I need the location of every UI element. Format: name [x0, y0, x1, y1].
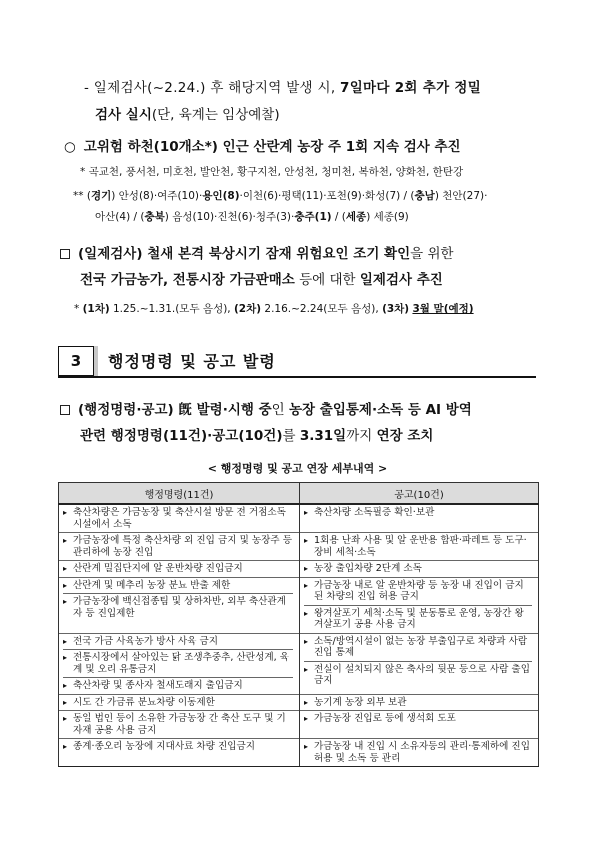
section-number: 3 [58, 346, 94, 376]
notice-item: ▸ 1회용 난좌 사용 및 알 운반용 합판·파레트 등 도구·장비 세척·소독 [304, 533, 532, 560]
order-cell [59, 504, 300, 533]
followup-inspection-line-1: - 일제검사(~2.24.) 후 해당지역 발생 시, 7일마다 2회 추가 정밀 [84, 80, 482, 96]
table-row [59, 561, 539, 578]
table-row [59, 577, 539, 633]
table-caption: < 행정명령 및 공고 연장 세부내역 > [207, 462, 388, 475]
section-number-shadow [94, 346, 98, 376]
notice-item: ▸ 농기계 농장 외부 보관 [304, 695, 532, 711]
notice-cell [300, 694, 539, 711]
notice-item: ▸ 축산차량 소독필증 확인·보관 [304, 505, 532, 521]
square-bullet-icon [60, 249, 70, 259]
river-list-note: * 곡교천, 풍서천, 미호천, 발안천, 황구지천, 안성천, 청미천, 복하천, 양화천, 한탄강 [80, 166, 464, 178]
notice-cell [300, 633, 539, 694]
order-item: ▸ 가금농장에 특정 축산차량 외 진입 금지 및 농장주 등 관리하에 농장 진입 [63, 533, 293, 560]
high-risk-river-line: ○ 고위험 하천(10개소*) 인근 산란계 농장 주 1회 지속 검사 추진 [64, 139, 461, 155]
section-title: 행정명령 및 공고 발령 [108, 352, 276, 371]
table-header-orders: 행정명령(11건) [59, 483, 300, 505]
notice-item: ▸ 농장 출입차량 2단계 소독 [304, 561, 532, 577]
order-notice-table [58, 482, 539, 767]
table-row [59, 694, 539, 711]
table-row [59, 633, 539, 694]
notice-item: ▸ 가금농장 내로 알 운반차량 등 농장 내 진입이 금지된 차량의 진입 허용 금지 [304, 578, 532, 606]
inspection-line-1: (일제검사) 철새 본격 북상시기 잠재 위험요인 조기 확인을 위한 [60, 242, 454, 262]
table-header-notices: 공고(10건) [300, 483, 539, 505]
notice-item: ▸ 전실이 설치되지 않은 축사의 뒷문 등으로 사람 출입 금지 [304, 662, 532, 689]
notice-item: ▸ 가금농장 진입로 등에 생석회 도포 [304, 711, 532, 727]
order-cell [59, 694, 300, 711]
order-cell [59, 739, 300, 767]
inspection-rounds-note: * (1차) 1.25.~1.31.(모두 음성), (2차) 2.16.~2.24(모두 음성), (3차) 3월 말(예정) [74, 303, 474, 315]
order-item: ▸ 축산차량 및 종사자 철새도래지 출입금지 [63, 678, 293, 694]
notice-cell [300, 711, 539, 739]
order-cell [59, 533, 300, 561]
notice-item: ▸ 가금농장 내 진입 시 소유자등의 관리·통제하에 진입 허용 및 소독 등 관리 [304, 739, 532, 766]
square-bullet-icon [60, 405, 70, 415]
order-item: ▸ 가금농장에 백신접종팀 및 상하차반, 외부 축산관계자 등 진입제한 [63, 594, 293, 621]
order-cell [59, 577, 300, 633]
order-cell [59, 633, 300, 694]
notice-cell [300, 533, 539, 561]
order-cell [59, 561, 300, 578]
order-item: ▸ 시도 간 가금류 분뇨차량 이동제한 [63, 695, 293, 711]
notice-cell [300, 577, 539, 633]
order-item: ▸ 동일 법인 등이 소유한 가금농장 간 축산 도구 및 기자재 공용 사용 금지 [63, 711, 293, 738]
order-item: ▸ 산란계 및 메추리 농장 분뇨 반출 제한 [63, 578, 293, 595]
notice-item: ▸ 소독/방역시설이 없는 농장 부출입구로 차량과 사람 진입 통제 [304, 634, 532, 662]
extension-line-2: 관련 행정명령(11건)·공고(10건)를 3.31일까지 연장 조치 [80, 428, 434, 444]
order-item: ▸ 전국 가금 사육농가 방사 사육 금지 [63, 634, 293, 651]
table-header-row [59, 483, 539, 505]
followup-inspection-line-2: 검사 실시(단, 육계는 임상예찰) [95, 107, 280, 123]
order-cell [59, 711, 300, 739]
notice-item: ▸ 왕겨살포기 세척·소독 및 분동통로 운영, 농장간 왕겨살포기 공용 사용 금지 [304, 606, 532, 633]
extension-line-1: (행정명령·공고) 旣 발령·시행 중인 농장 출입통제·소독 등 AI 방역 [60, 398, 472, 418]
order-item: ▸ 축산차량은 가금농장 및 축산시설 방문 전 거점소독시설에서 소독 [63, 505, 293, 532]
farm-region-note-line-1: ** (경기) 안성(8)·여주(10)·용인(8)·이천(6)·평택(11)·포천(9)·화성(7) / (충남) 천안(27)· [73, 190, 488, 202]
table-body [59, 504, 539, 767]
table-row [59, 504, 539, 533]
table-row [59, 739, 539, 767]
inspection-line-2: 전국 가금농가, 전통시장 가금판매소 등에 대한 일제검사 추진 [80, 272, 443, 288]
notice-cell [300, 561, 539, 578]
circle-bullet-icon: ○ [64, 139, 76, 155]
farm-region-note-line-2: 아산(4) / (충북) 음성(10)·진천(6)·청주(3)·충주(1) / (세종) 세종(9) [95, 211, 409, 223]
notice-cell [300, 739, 539, 767]
order-item: ▸ 종계·종오리 농장에 지대사료 차량 진입금지 [63, 739, 293, 755]
section-underline [58, 376, 536, 378]
table-row [59, 711, 539, 739]
order-item: ▸ 전통시장에서 살아있는 닭 조생추중추, 산란성계, 육계 및 오리 유통금지 [63, 650, 293, 678]
notice-cell [300, 504, 539, 533]
table-row [59, 533, 539, 561]
order-item: ▸ 산란계 밀집단지에 알 운반차량 진입금지 [63, 561, 293, 577]
